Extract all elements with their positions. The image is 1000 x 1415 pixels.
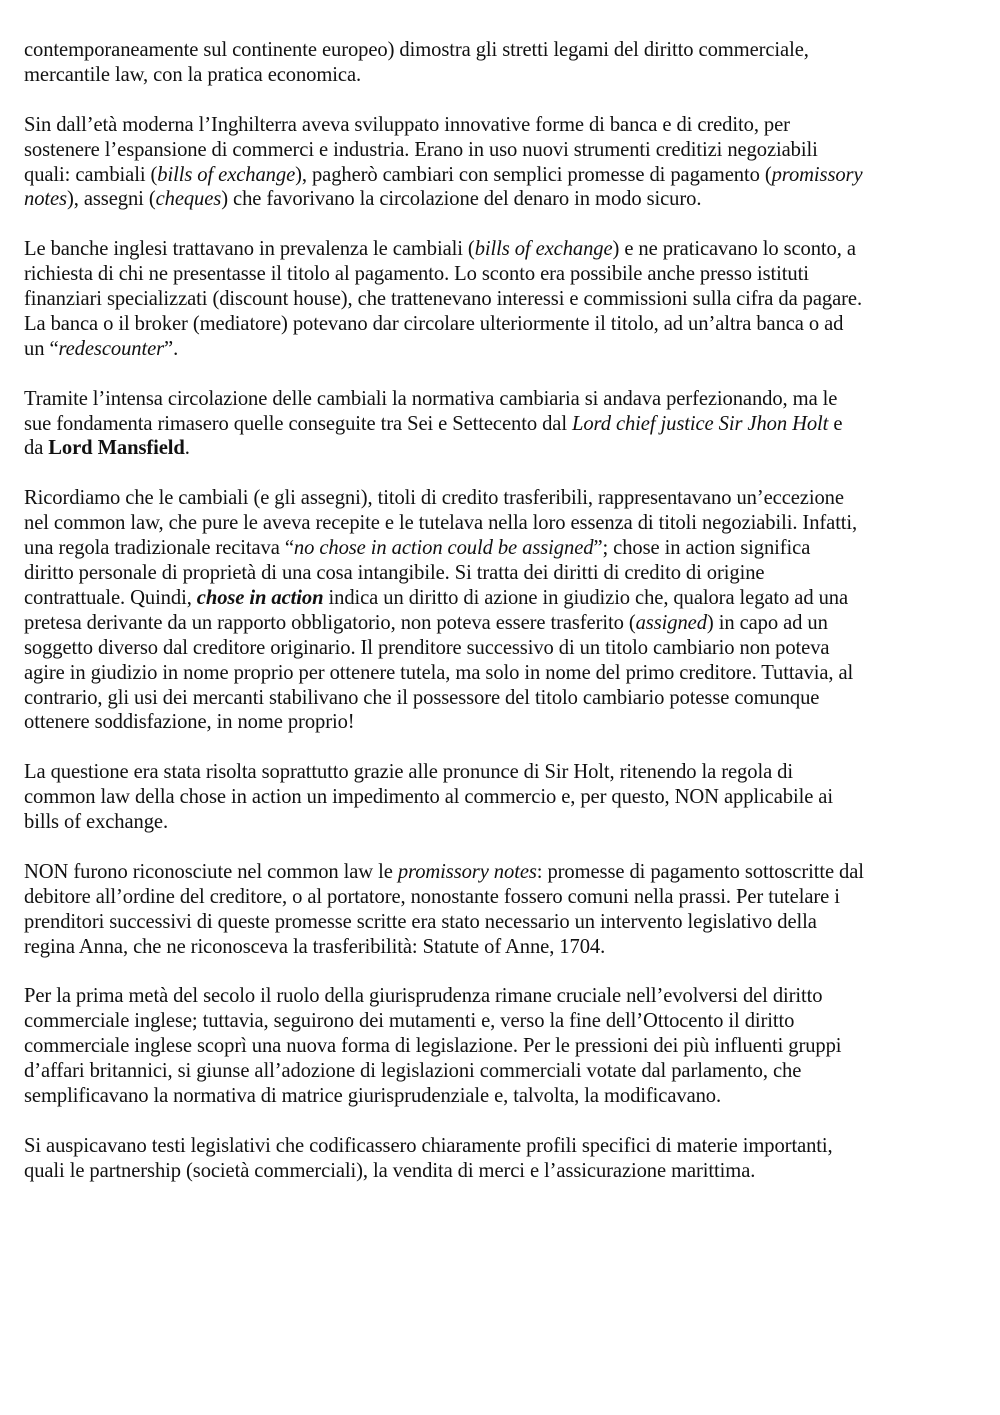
text-segment: Ricordiamo che le cambiali (e gli assegni), titoli di credito trasferibili, rappresentavano un’eccezione nel common law, che pure le aveva recepite e le tutelava nella loro essenza di titoli negoziabili. Infatti, una regola tradizionale recitava “ bbox=[24, 487, 858, 560]
text-segment: ”. bbox=[164, 337, 179, 360]
paragraph bbox=[24, 237, 864, 362]
paragraph bbox=[24, 1134, 864, 1184]
text-segment: NON furono riconosciute nel common law le bbox=[24, 860, 398, 883]
text-segment: ), assegni ( bbox=[66, 188, 156, 211]
italic-text: bills of exchange bbox=[157, 163, 296, 186]
paragraph bbox=[24, 113, 864, 213]
italic-text: bills of exchange bbox=[474, 238, 613, 261]
text-segment: indica un diritto di azione in giudizio che, qualora legato ad una pretesa derivante da un rapporto obbligatorio, non poteva essere trasferito ( bbox=[24, 586, 849, 634]
text-segment: Per la prima metà del secolo il ruolo della giurisprudenza rimane cruciale nell’evolversi del diritto commerciale inglese; tuttavia, seguirono dei mutamenti e, verso la fine dell’Ottocento il diritto commerciale inglese scoprì una nuova forma di legislazione. Per le pressioni dei più influenti gruppi d’affari britannici, si giunse all’adozione di legislazioni commerciali votate dal parlamento, che semplificavano la normativa di matrice giurisprudenziale e, talvolta, la modificavano. bbox=[24, 985, 842, 1107]
text-segment: Si auspicavano testi legislativi che codificassero chiaramente profili specifici di materie importanti, quali le partnership (società commerciali), la vendita di merci e l’assicurazione marittima. bbox=[24, 1134, 833, 1182]
text-segment: . bbox=[184, 437, 190, 460]
paragraph bbox=[24, 486, 864, 735]
italic-text: promissory notes bbox=[397, 860, 537, 883]
document-page bbox=[24, 38, 864, 1208]
paragraph bbox=[24, 984, 864, 1109]
paragraph bbox=[24, 860, 864, 960]
text-segment: : promesse di pagamento sottoscritte dal debitore all’ordine del creditore, o al portatore, nonostante fossero comuni nella prassi. Per tutelare i prenditori successivi di queste promesse scritte era stato necessario un intervento legislativo della regina Anna, che ne riconosceva la trasferibilità: Statute of Anne, 1704. bbox=[24, 860, 864, 958]
italic-text: assigned bbox=[635, 611, 707, 634]
text-segment: Sin dall’età moderna l’Inghilterra aveva sviluppato innovative forme di banca e di credito, per sostenere l’espansione di commerci e industria. Erano in uso nuovi strumenti creditizi negoziabili quali: cambiali ( bbox=[24, 113, 818, 186]
text-segment: ) in capo ad un soggetto diverso dal creditore originario. Il prenditore successivo di un titolo cambiario non poteva agire in giudizio in nome proprio per ottenere tutela, ma solo in nome del primo creditore. Tuttavia, al contrario, gli usi dei mercanti stabilivano che il possessore del titolo cambiario potesse comunque ottenere soddisfazione, in nome proprio! bbox=[24, 611, 854, 734]
text-segment: e da bbox=[24, 412, 843, 460]
text-segment: ) e ne praticavano lo sconto, a richiesta di chi ne presentasse il titolo al pagamento. Lo sconto era possibile anche presso istituti finanziari specializzati (discount house), che trattenevano interessi e commissioni sulla cifra da pagare. La banca o il broker (mediatore) potevano dar circolare ulteriormente il titolo, ad un’altra banca o ad un “ bbox=[24, 238, 862, 360]
bold-italic-text: chose in action bbox=[196, 586, 324, 609]
bold-text: Lord Mansfield bbox=[48, 437, 185, 460]
italic-text: no chose in action could be assigned bbox=[293, 537, 594, 560]
italic-text: redescounter bbox=[58, 337, 165, 360]
italic-text: cheques bbox=[155, 188, 222, 211]
paragraph bbox=[24, 760, 864, 835]
italic-text: Lord chief justice Sir Jhon Holt bbox=[572, 412, 829, 435]
paragraph bbox=[24, 38, 864, 88]
text-segment: contemporaneamente sul continente europeo) dimostra gli stretti legami del diritto commerciale, mercantile law, con la pratica economica. bbox=[24, 39, 809, 86]
text-segment: ), pagherò cambiari con semplici promesse di pagamento ( bbox=[295, 163, 772, 186]
italic-text: promissory notes bbox=[24, 163, 863, 211]
text-segment: Tramite l’intensa circolazione delle cambiali la normativa cambiaria si andava perfezionando, ma le sue fondamenta rimasero quelle conseguite tra Sei e Settecento dal bbox=[24, 387, 838, 435]
text-segment: ) che favorivano la circolazione del denaro in modo sicuro. bbox=[221, 188, 702, 211]
bold-italic-wrapper bbox=[197, 587, 324, 609]
text-segment: La questione era stata risolta soprattutto grazie alle pronunce di Sir Holt, ritenendo la regola di common law della chose in action un impedimento al commercio e, per questo, NON applicabile ai bills of exchange. bbox=[24, 761, 833, 834]
text-segment: ”; chose in action significa diritto personale di proprietà di una cosa intangibile. Si tratta dei diritti di credito di origine contrattuale. Quindi, bbox=[24, 537, 811, 609]
paragraph bbox=[24, 387, 864, 462]
text-segment: Le banche inglesi trattavano in prevalenza le cambiali ( bbox=[24, 238, 475, 261]
